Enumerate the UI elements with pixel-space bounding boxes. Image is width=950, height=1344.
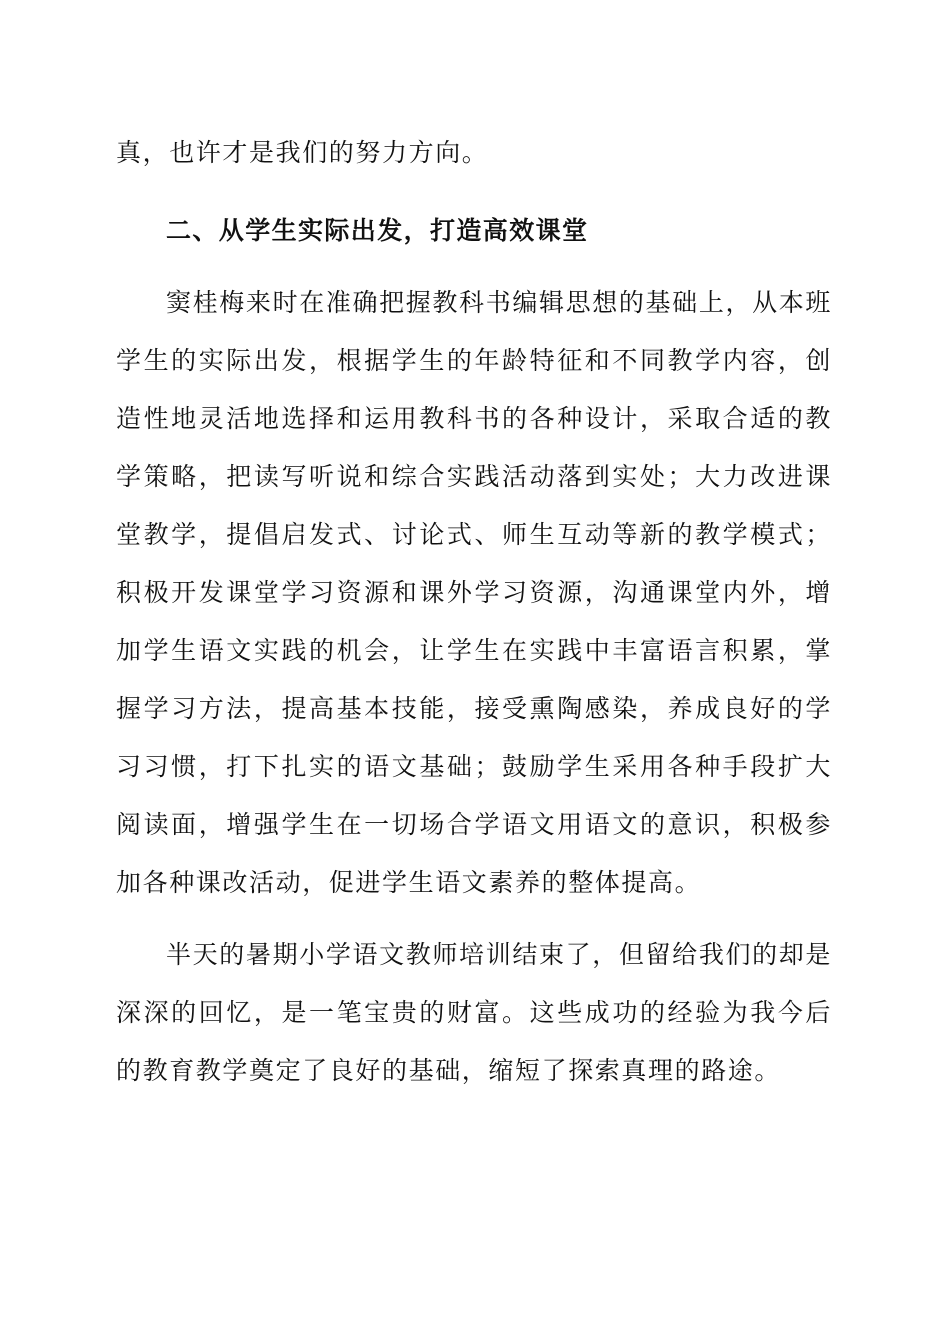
document-body bbox=[116, 124, 832, 1100]
body-paragraph: 窦桂梅来时在准确把握教科书编辑思想的基础上，从本班学生的实际出发，根据学生的年龄特征和不同教学内容，创造性地灵活地选择和运用教科书的各种设计，采取合适的教学策略，把读写听说和综合实践活动落到实处；大力改进课堂教学，提倡启发式、讨论式、师生互动等新的教学模式；积极开发课堂学习资源和课外学习资源，沟通课堂内外，增加学生语文实践的机会，让学生在实践中丰富语言积累，掌握学习方法，提高基本技能，接受熏陶感染，养成良好的学习习惯，打下扎实的语文基础；鼓励学生采用各种手段扩大阅读面，增强学生在一切场合学语文用语文的意识，积极参加各种课改活动，促进学生语文素养的整体提高。 bbox=[116, 288, 832, 897]
continuation-text: 真，也许才是我们的努力方向。 bbox=[116, 138, 489, 167]
closing-paragraph: 半天的暑期小学语文教师培训结束了，但留给我们的却是深深的回忆，是一笔宝贵的财富。这些成功的经验为我今后的教育教学奠定了良好的基础，缩短了探索真理的路途。 bbox=[116, 940, 832, 1085]
section-heading: 二、从学生实际出发，打造高效课堂 bbox=[166, 216, 589, 245]
